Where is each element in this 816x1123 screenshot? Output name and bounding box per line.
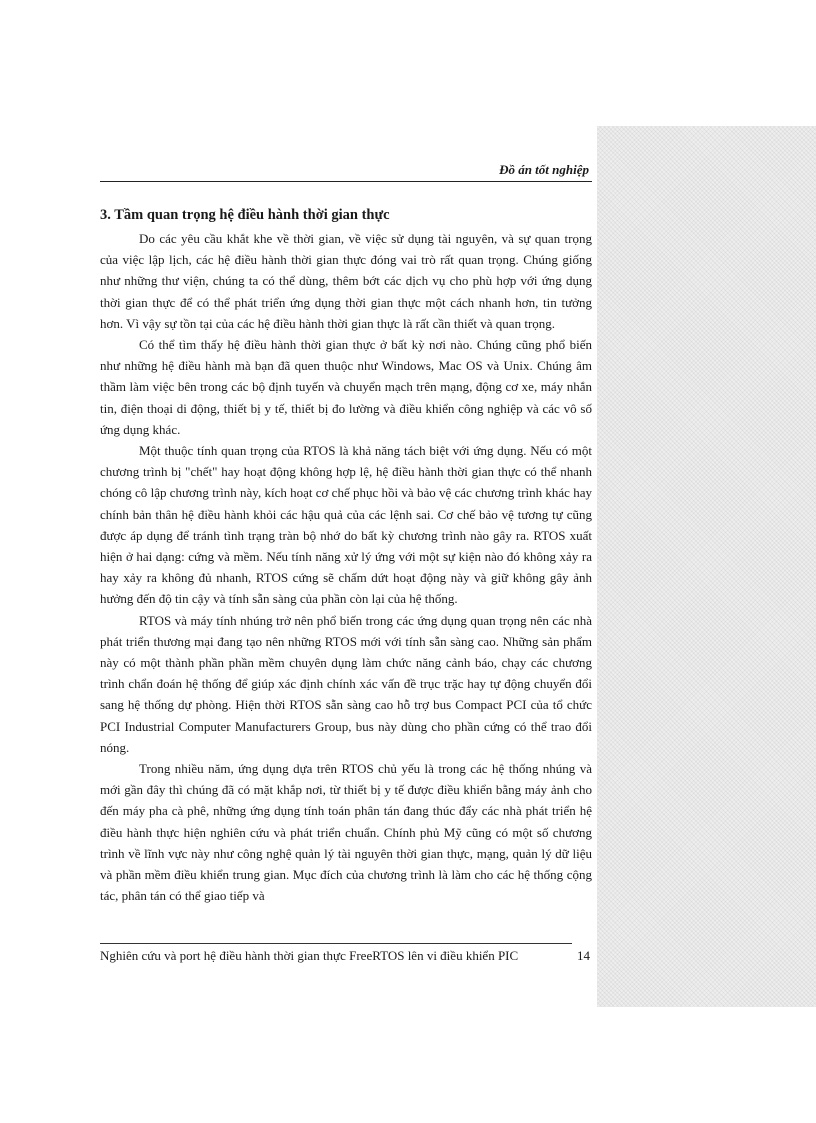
margin-pattern-strip [597,126,816,1007]
paragraph: RTOS và máy tính nhúng trở nên phổ biến trong các ứng dụng quan trọng nên các nhà phát triển thương mại đang tạo nên những RTOS mới với tính sẵn sàng cao. Những sản phẩm này có một thành phần phần mềm chuyên dụng làm chức năng cảnh báo, chạy các chương trình chẩn đoán hệ thống để giúp xác định chính xác vấn đề trục trặc hay tự động chuyển đổi sang hệ thống dự phòng. Hiện thời RTOS sẵn sàng cao hỗ trợ bus Compact PCI của tổ chức PCI Industrial Computer Manufacturers Group, bus này dùng cho phần cứng có thể trao đổi nóng. [100,612,592,755]
paragraph: Có thể tìm thấy hệ điều hành thời gian thực ở bất kỳ nơi nào. Chúng cũng phổ biến như những hệ điều hành mà bạn đã quen thuộc như Windows, Mac OS và Unix. Chúng âm thầm làm việc bên trong các bộ định tuyến và chuyển mạch trên mạng, động cơ xe, máy nhắn tin, điện thoại di động, thiết bị y tế, thiết bị đo lường và điều khiển công nghiệp và các vô số ứng dụng khác. [100,337,592,437]
page-number: 14 [577,948,590,963]
footer-divider [100,943,572,944]
header-title: Đồ án tốt nghiệp [499,162,589,177]
paragraph: Một thuộc tính quan trọng của RTOS là khả năng tách biệt với ứng dụng. Nếu có một chương trình bị "chết" hay hoạt động không hợp lệ, hệ điều hành thời gian thực có thể nhanh chóng cô lập chương trình này, kích hoạt cơ chế phục hồi và bảo vệ các chương trình khác hay chính bản thân hệ điều hành khỏi các hậu quả của các lệnh sai. Cơ chế bảo vệ tương tự cũng được áp dụng để tránh tình trạng tràn bộ nhớ do bất kỳ chương trình nào gây ra. RTOS xuất hiện ở hai dạng: cứng và mềm. Nếu tính năng xử lý ứng với một sự kiện nào đó không xảy ra hay xảy ra không đủ nhanh, RTOS cứng sẽ chấm dứt hoạt động này và giữ không gây ảnh hưởng đến độ tin cậy và tính sẵn sàng của phần còn lại của hệ thống. [100,443,592,607]
page-content [100,205,592,907]
paragraph: Trong nhiều năm, ứng dụng dựa trên RTOS chủ yếu là trong các hệ thống nhúng và mới gần đây thì chúng đã có mặt khắp nơi, từ thiết bị y tế được điều khiển bằng máy ảnh cho đến máy pha cà phê, những ứng dụng tính toán phân tán đang thúc đẩy các nhà phát triển hệ điều hành thực hiện nghiên cứu và phát triển chuẩn. Chính phủ Mỹ cũng có một số chương trình về lĩnh vực này như công nghệ quản lý tài nguyên thời gian thực, mạng, quản lý dữ liệu và phần mềm điều khiển trung gian. Mục đích của chương trình là làm cho các hệ thống cộng tác, phân tán có thể giao tiếp và [100,761,592,904]
footer-text: Nghiên cứu và port hệ điều hành thời gian thực FreeRTOS lên vi điều khiển PIC [100,948,519,963]
section-heading: 3. Tầm quan trọng hệ điều hành thời gian thực [100,207,390,223]
paragraph: Do các yêu cầu khắt khe về thời gian, về việc sử dụng tài nguyên, và sự quan trọng của việc lập lịch, các hệ điều hành thời gian thực đóng vai trò rất quan trọng. Chúng giống như những thư viện, chúng ta có thể dùng, thêm bớt các dịch vụ cho phù hợp với ứng dụng thời gian thực để có thể phát triển ứng dụng thời gian thực một cách nhanh hơn, tin tưởng hơn. Vì vậy sự tồn tại của các hệ điều hành thời gian thực là rất cần thiết và quan trọng. [100,231,592,331]
header-divider [100,181,592,182]
